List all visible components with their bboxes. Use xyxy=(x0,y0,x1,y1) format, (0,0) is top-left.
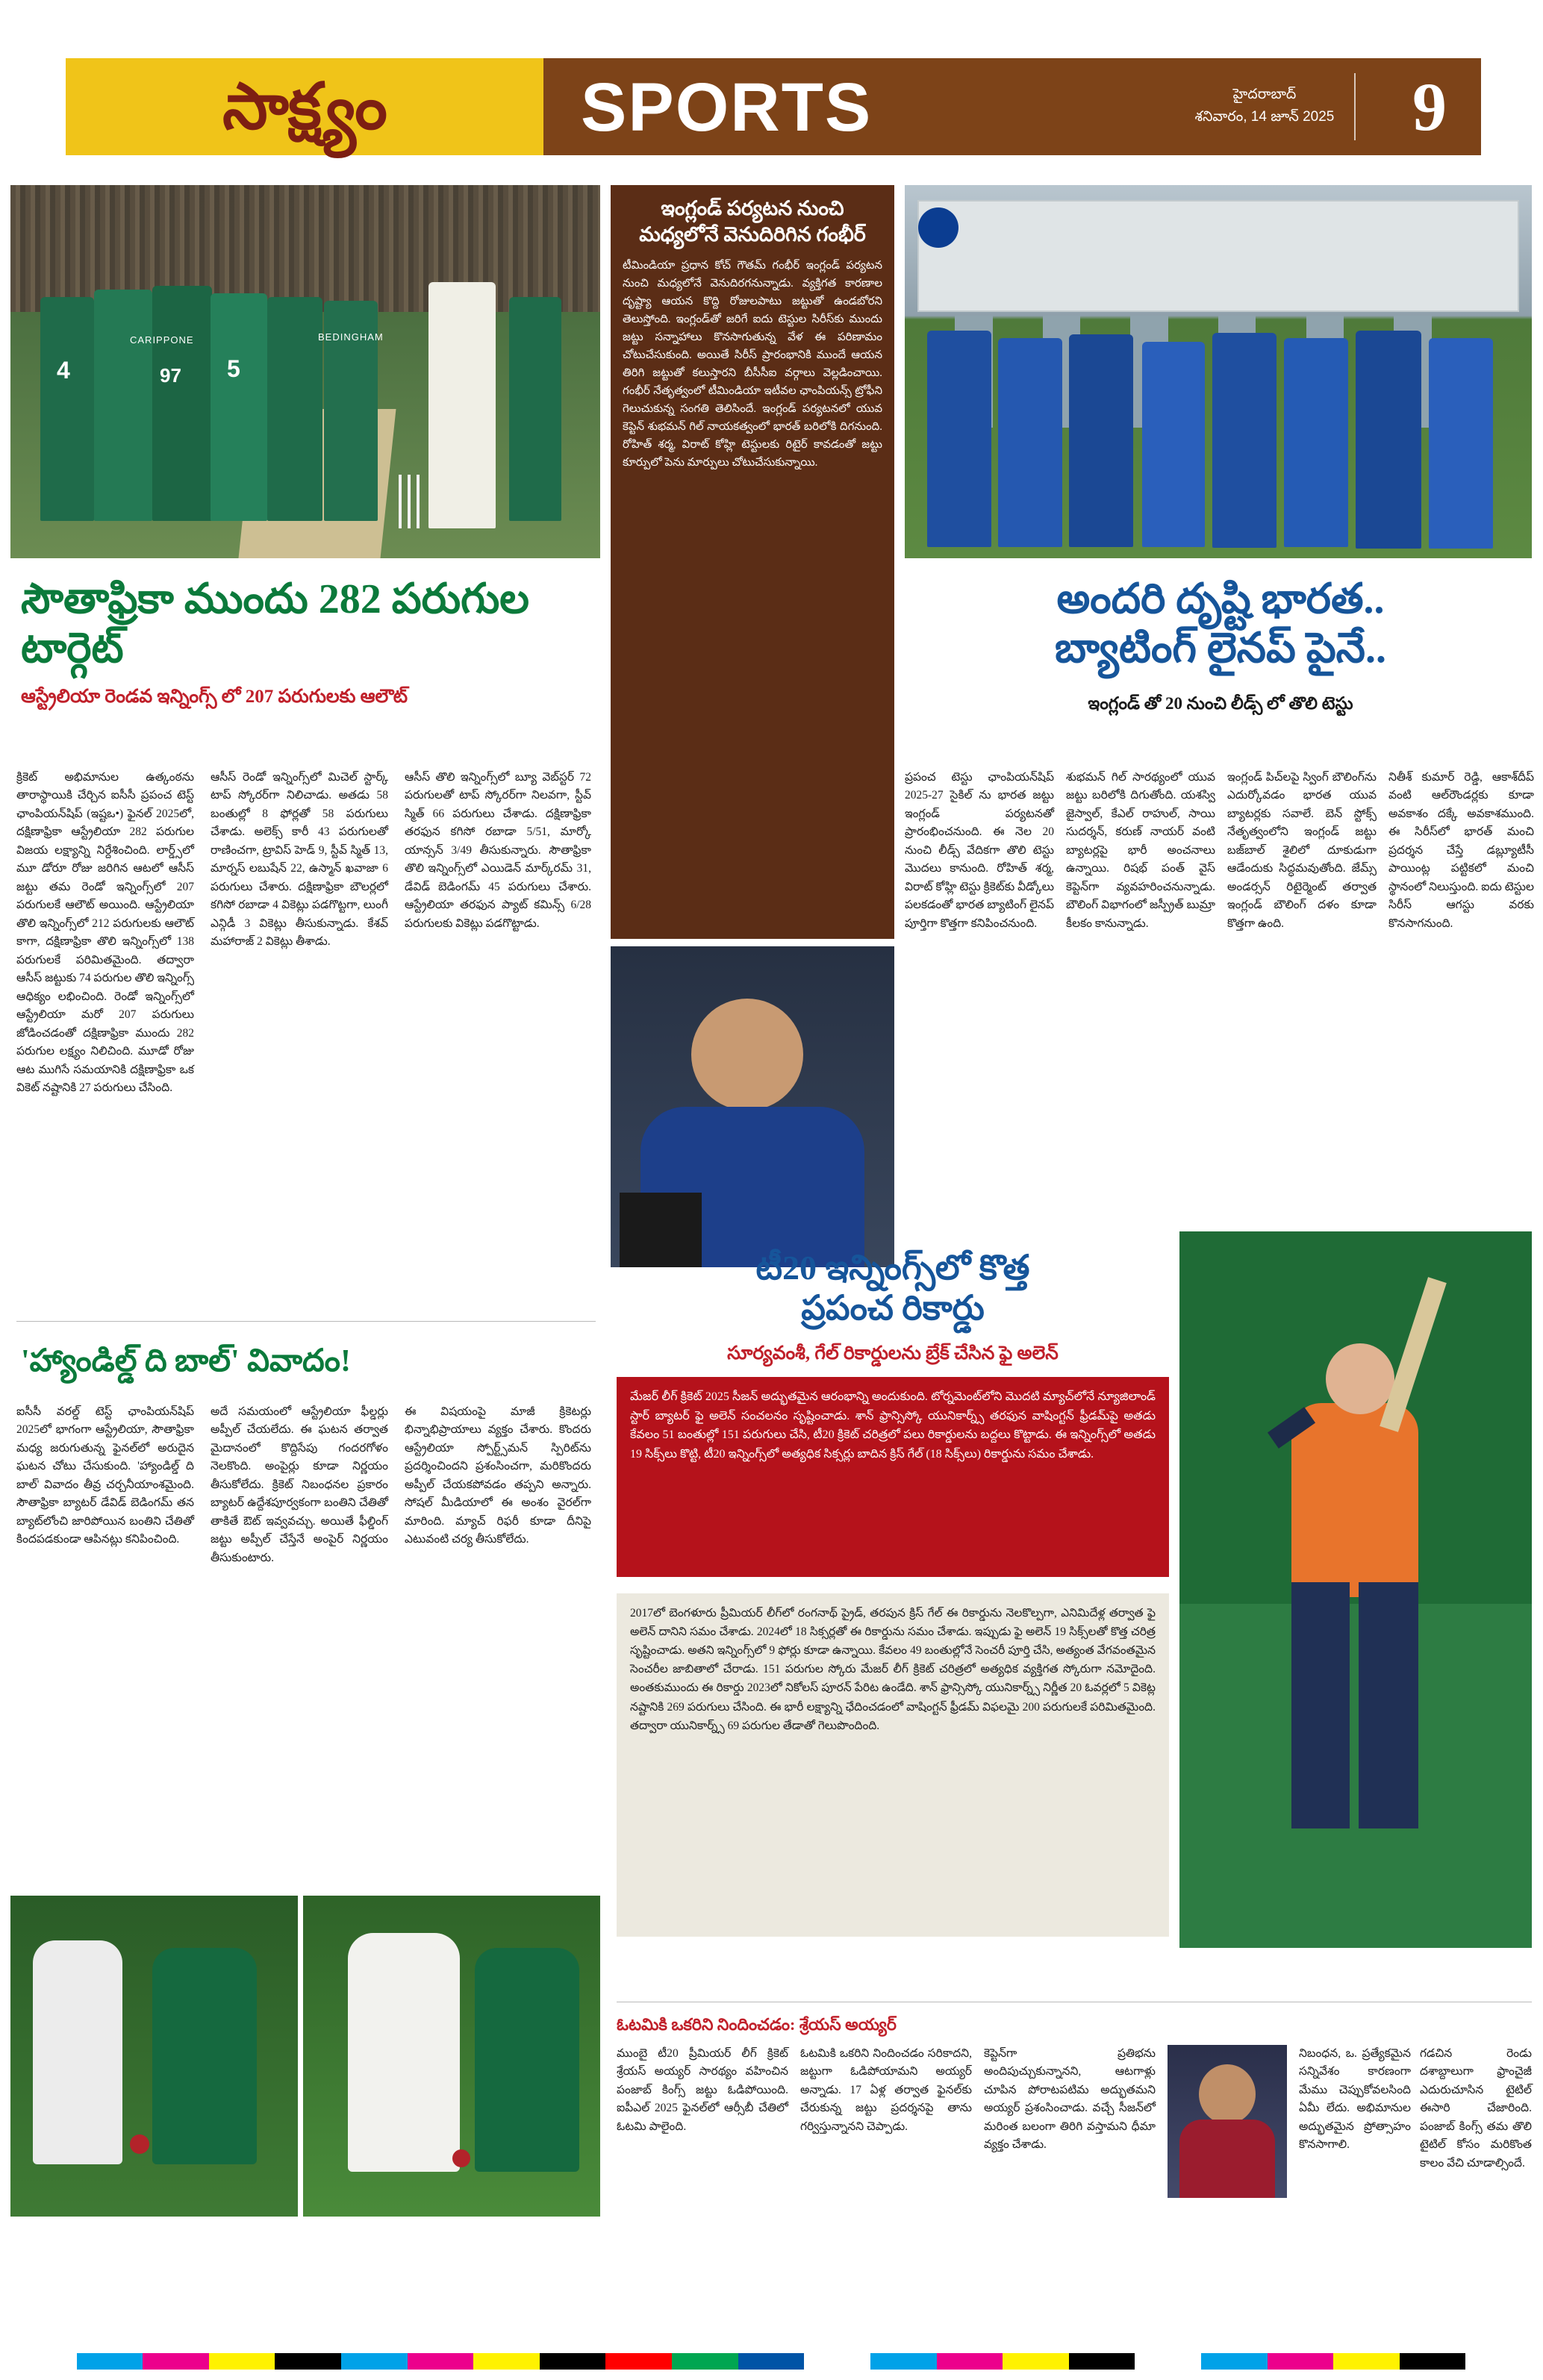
player-figure xyxy=(1429,338,1493,549)
jersey-shape xyxy=(1179,2120,1275,2198)
color-swatch xyxy=(143,2353,209,2370)
lead-subhead: ఆస్ట్రేలియా రెండవ ఇన్నింగ్స్ లో 207 పరుగులకు ఆలౌట్ xyxy=(21,687,408,707)
trouser-right xyxy=(1359,1582,1418,1828)
player-figure xyxy=(509,297,561,521)
jersey-name: CARIPPONE xyxy=(130,334,194,346)
color-swatch xyxy=(1003,2353,1069,2370)
photo-shreyas-iyer xyxy=(1168,2045,1287,2198)
section-divider xyxy=(16,1321,596,1322)
jersey-shape xyxy=(1291,1403,1418,1597)
pavilion-building xyxy=(917,200,1519,312)
color-registration-bar xyxy=(10,2353,1532,2370)
color-swatch xyxy=(1400,2353,1466,2370)
handled-column-1: ఐసీసీ వరల్డ్ టెస్ట్ ఛాంపియన్‌షిప్ 2025లో భాగంగా ఆస్ట్రేలియా, సౌతాఫ్రికా మధ్య జరుగుతున్న ఫైనల్‌లో అరుదైన ఘటన చోటు చేసుకుంది. 'హ్యాండిల్డ్ ది బాల్' వివాదం తీవ్ర చర్చనీయాంశమైంది. సౌతాఫ్రికా బ్యాటర్ డేవిడ్ బెడింగమ్ తన బ్యాట్‌లోంచి జారిపోయిన బంతిని చేతితో కిందపడకుండా ఆపినట్లు కనిపించింది. xyxy=(16,1405,194,1546)
player-figure xyxy=(211,293,267,521)
color-swatch xyxy=(738,2353,805,2370)
photo-india-team-huddle xyxy=(905,185,1532,558)
t20-highlight-block: మేజర్ లీగ్ క్రికెట్ 2025 సీజన్ అద్భుతమైన ఆరంభాన్ని అందుకుంది. టోర్నమెంట్‌లోని మొదటి మ్యాచ్‌లోనే న్యూజిలాండ్ స్టార్ బ్యాటర్ ఫై అలెన్ సంచలనం సృష్టించాడు. శాన్ ఫ్రాన్సిస్కో యునికార్న్స్ తరఫున వాషింగ్టన్ ఫ్రీడమ్‌పై అతడు కేవలం 51 బంతుల్లో 151 పరుగులు చేసి, టీ20 క్రికెట్ చరిత్రలో పలు రికార్డులను బద్దలు కొట్టాడు. ఈ ఇన్నింగ్స్‌లో అతడు 19 సిక్స్‌లు కొట్టి, టీ20 ఇన్నింగ్స్‌లో అత్యధిక సిక్సర్లు బాదిన క్రిస్ గేల్ (18 సిక్స్‌లు) రికార్డును సమం చేశాడు. xyxy=(617,1377,1169,1577)
cricket-ball-icon xyxy=(130,2134,149,2154)
color-swatch xyxy=(672,2353,738,2370)
player-figure xyxy=(1284,338,1348,547)
face-shape xyxy=(1199,2064,1256,2124)
player-figure xyxy=(998,338,1062,547)
color-swatch xyxy=(1268,2353,1334,2370)
outfield-foreground xyxy=(1179,1604,1532,1948)
player-figure xyxy=(152,286,212,521)
batsman-figure xyxy=(428,282,496,528)
iyer-column-1: ముంబై టీ20 ప్రీమియర్ లీగ్ క్రికెట్ శ్రేయస్ అయ్యర్ సారథ్యం వహించిన పంజాబ్ కింగ్స్ జట్టు ఓడిపోయింది. ఐపీఎల్ 2025 ఫైనల్‌లో ఆర్సీబీ చేతిలో ఓటమి పాలైంది. xyxy=(617,2047,788,2133)
lead-column-3: ఆసీస్ తొలి ఇన్నింగ్స్‌లో బ్యూ వెబ్‌స్టర్ 72 పరుగులతో టాప్ స్కోరర్‌గా నిలవగా, స్టీవ్ స్మిత్ 66 పరుగులు చేశాడు. దక్షిణాఫ్రికా తరఫున కగిసో రబాడా 5/51, మార్కో యాన్సన్ 3/49 తీసుకున్నారు. సౌతాఫ్రికా తొలి ఇన్నింగ్స్‌లో ఎయిడెన్ మార్క్‌రమ్ 31, డేవిడ్ బెడింగమ్ 45 పరుగులు చేశారు. ఆస్ట్రేలియా తరఫున ప్యాట్ కమిన్స్ 6/28 పరుగులకు వికెట్లు పడగొట్టాడు. xyxy=(405,771,591,930)
jersey-number: 5 xyxy=(227,355,240,382)
india-column-1: ప్రపంచ టెస్టు ఛాంపియన్‌షిప్ 2025-27 సైకిల్ ను భారత జట్టు ఇంగ్లండ్ పర్యటనతో ప్రారంభించనుంది. ఈ నెల 20 నుంచి లీడ్స్ వేదికగా తొలి టెస్టు మొదలు కానుంది. రోహిత్ శర్మ, విరాట్ కోహ్లి టెస్టు క్రికెట్‌కు వీడ్కోలు పలకడంతో భారత బ్యాటింగ్ లైనప్ పూర్తిగా కొత్తగా కనిపించనుంది. xyxy=(905,771,1054,930)
player-figure xyxy=(1142,342,1205,547)
india-title-line2: బ్యాటింగ్ లైనప్ పైనే.. xyxy=(1055,625,1386,672)
page-title: సౌతాఫ్రికా ముందు 282 పరుగుల టార్గెట్ xyxy=(21,576,529,672)
player-figure xyxy=(1356,331,1421,549)
photo-bottom-action-1 xyxy=(10,1896,298,2217)
player-figure xyxy=(40,297,94,521)
lead-column-1: క్రికెట్ అభిమానుల ఉత్కంఠను తారాస్థాయికి చేర్చిన ఐసీసీ ప్రపంచ టెస్ట్ ఛాంపియన్‌షిప్ (ఇష్టఒ•) ఫైనల్ 2025లో, దక్షిణాఫ్రికా ఆస్ట్రేలియా 282 పరుగుల విజయ లక్ష్యాన్ని నిర్దేశించింది. లార్డ్స్‌లో మూ డోరూ రోజు జరిగిన ఆటలో ఆసీస్ జట్టు తమ రెండో ఇన్నింగ్స్‌లో 207 పరుగులకే ఆలౌట్ అయింది. ఆస్ట్రేలియా తొలి ఇన్నింగ్స్‌లో 212 పరుగులకు ఆలౌట్ కాగా, దక్షిణాఫ్రికా తొలి ఇన్నింగ్స్‌లో 138 పరుగులకే పరిమితమైంది. తద్వారా ఆసీస్ జట్టుకు 74 పరుగుల తొలి ఇన్నింగ్స్ ఆధిక్యం లభించింది. రెండో ఇన్నింగ్స్‌లో ఆస్ట్రేలియా మరో 207 పరుగులు జోడించడంతో దక్షిణాఫ్రికా ముందు 282 పరుగుల లక్ష్యం నిలిచింది. మూడో రోజు ఆట ముగిసే సమయానికి దక్షిణాఫ్రికా ఒక వికెట్ నష్టానికి 27 పరుగులు చేసింది. xyxy=(16,771,194,1095)
batsman-figure xyxy=(33,1940,122,2164)
stump xyxy=(417,475,420,528)
iyer-column-2: ఓటమికి ఒకరిని నిందించడం సరికాదని, జట్టుగా ఓడిపోయామని అయ్యర్ అన్నాడు. 17 ఏళ్ల తర్వాత ఫైనల్‌కు చేరుకున్న జట్టు ప్రదర్శనపై తాను గర్విస్తున్నానని చెప్పాడు. xyxy=(800,2047,972,2133)
trouser-left xyxy=(1291,1582,1350,1828)
color-swatch xyxy=(341,2353,408,2370)
iyer-column-5: నిబంధన, ఒ. ప్రత్యేకమైన సన్నివేశం కారణంగా మేము చెప్పుకోవలసింది ఏమీ లేదు. అభిమానుల అద్భుతమైన ప్రోత్సాహం కొనసాగాలి. xyxy=(1299,2047,1411,2152)
bcci-logo-icon xyxy=(918,207,958,248)
color-swatch xyxy=(1465,2353,1532,2370)
color-swatch xyxy=(10,2353,77,2370)
gambhir-sidebar-story xyxy=(611,185,894,939)
face-shape xyxy=(691,999,803,1111)
face-shape xyxy=(1326,1343,1394,1414)
india-story-title xyxy=(907,575,1534,673)
masthead xyxy=(66,58,1481,155)
india-column-3: ఇంగ్లండ్ పిచ్‌లపై స్వింగ్ బౌలింగ్‌ను ఎదుర్కోవడం భారత యువ బ్యాటర్లకు సవాలే. బెన్ స్టోక్స్ నేతృత్వంలోని ఇంగ్లండ్ జట్టు బజ్‌బాల్ శైలిలో దూకుడుగా ఆడేందుకు సిద్ధమవుతోంది. జేమ్స్ అండర్సన్ రిటైర్మెంట్ తర్వాత ఇంగ్లండ్ బౌలింగ్ దళం కూడా కొత్తగా ఉంది. xyxy=(1227,771,1377,930)
color-swatch xyxy=(77,2353,143,2370)
batsman-figure xyxy=(348,1933,460,2172)
photo-gautam-gambhir xyxy=(611,946,894,1267)
color-swatch xyxy=(473,2353,540,2370)
india-column-2: శుభమన్ గిల్ సారథ్యంలో యువ జట్టు బరిలోకి దిగుతోంది. యశస్వి జైస్వాల్, కేఎల్ రాహుల్, సాయి సుదర్శన్, కరుణ్ నాయర్ వంటి బ్యాటర్లపై భారీ అంచనాలు ఉన్నాయి. రిషభ్ పంత్ వైస్ కెప్టెన్‌గా వ్యవహరించనున్నాడు. బౌలింగ్ విభాగంలో జస్ప్రీత్ బుమ్రా కీలకం కానున్నాడు. xyxy=(1066,771,1215,930)
jersey-number: 97 xyxy=(160,364,181,387)
edition-city: హైదరాబాద్ xyxy=(1232,87,1297,102)
iyer-story-title: ఓటమికి ఒకరిని నిందించడం: శ్రేయస్ అయ్యర్ xyxy=(617,2015,897,2034)
lead-column-2: ఆసీస్ రెండో ఇన్నింగ్స్‌లో మిచెల్ స్టార్క్ టాప్ స్కోరర్‌గా నిలిచాడు. అతడు 58 బంతుల్లో 8 ఫోర్లతో 58 పరుగులు చేశాడు. అలెక్స్ కారీ 43 పరుగులతో రాణించగా, ట్రావిస్ హెడ్ 9, స్టీవ్ స్మిత్ 13, మార్నస్ లబుషేన్ 22, ఉస్మాన్ ఖవాజా 6 పరుగులు చేశారు. దక్షిణాఫ్రికా బౌలర్లలో కగిసో రబాడా 4 వికెట్లు పడగొట్టగా, లుంగీ ఎన్గిడీ 3 వికెట్లు తీసుకున్నాడు. కేశవ్ మహారాజ్ 2 వికెట్లు తీశాడు. xyxy=(211,771,388,949)
color-swatch xyxy=(540,2353,606,2370)
handled-column-2: అదే సమయంలో ఆస్ట్రేలియా ఫీల్డర్లు అప్పీల్ చేయలేదు. ఈ ఘటన తర్వాత మైదానంలో కొద్దిసేపు గందరగోళం నెలకొంది. అంపైర్లు కూడా నిర్ణయం తీసుకోలేదు. క్రికెట్ నిబంధనల ప్రకారం బ్యాటర్ ఉద్దేశపూర్వకంగా బంతిని చేతితో తాకితే ఔట్ ఇవ్వవచ్చు. అయితే ఫీల్డింగ్ జట్టు అప్పీల్ చేస్తేనే అంపైర్ నిర్ణయం తీసుకుంటారు. xyxy=(211,1405,388,1564)
t20-story-subhead: సూర్యవంశీ, గేల్ రికార్డులను బ్రేక్ చేసిన ఫై అలెన్ xyxy=(727,1343,1059,1364)
gambhir-box-title: ఇంగ్లండ్ పర్యటన నుంచి మధ్యలోనే వెనుదిరిగిన గంభీర్ xyxy=(639,197,866,246)
color-swatch xyxy=(1135,2353,1201,2370)
edition-info xyxy=(1190,84,1339,129)
player-figure xyxy=(1069,334,1133,547)
color-swatch xyxy=(1069,2353,1135,2370)
masthead-divider xyxy=(1354,73,1356,140)
color-swatch xyxy=(209,2353,275,2370)
player-figure xyxy=(1212,333,1277,548)
color-swatch xyxy=(870,2353,937,2370)
india-story-subhead: ఇంగ్లండ్ తో 20 నుంచి లీడ్స్ లో తొలి టెస్టు xyxy=(1088,694,1353,713)
photo-bottom-action-2 xyxy=(303,1896,600,2217)
color-swatch xyxy=(1333,2353,1400,2370)
t20-title-line1: టీ20 ఇన్నింగ్స్‌లో కొత్త xyxy=(755,1249,1030,1287)
t20-title-line2: ప్రపంచ రికార్డు xyxy=(801,1289,985,1328)
masthead-logo[interactable] xyxy=(66,58,543,155)
player-figure xyxy=(927,331,991,547)
color-swatch xyxy=(1201,2353,1268,2370)
color-swatch xyxy=(804,2353,870,2370)
masthead-logo-text: సాక్ష్యం xyxy=(222,71,387,143)
color-swatch xyxy=(408,2353,474,2370)
fielder-figure xyxy=(475,1948,579,2172)
color-swatch xyxy=(605,2353,672,2370)
t20-body-text: 2017లో బెంగళూరు ప్రీమియర్ లీగ్‌లో రంగనాథ్ ప్రైడ్, తరపున క్రిస్ గేల్ ఈ రికార్డును నెలకొల్పగా, ఎనిమిదేళ్ల తర్వాత ఫై అలెన్ దానిని సమం చేశాడు. 2024లో 18 సిక్సర్లతో ఈ రికార్డును సమం చేశాడు. ఇప్పుడు ఫై అలెన్ 19 సిక్స్‌లతో కొత్త చరిత్ర సృష్టించాడు. అతని ఇన్నింగ్స్‌లో 9 ఫోర్లు కూడా ఉన్నాయి. కేవలం 49 బంతుల్లోనే సెంచరీ పూర్తి చేసి, అత్యంత వేగవంతమైన సెంచరీల జాబితాలో చేరాడు. 151 పరుగుల స్కోరు మేజర్ లీగ్ క్రికెట్ చరిత్రలో అత్యధిక వ్యక్తిగత స్కోరుగా నమోదైంది. అంతకుముందు ఈ రికార్డు 2023లో నికోలస్ పూరన్ పేరిట ఉండేది. శాన్ ఫ్రాన్సిస్కో యునికార్న్స్ నిర్ణీత 20 ఓవర్లలో 5 వికెట్ల నష్టానికి 269 పరుగులు చేసింది. ఈ భారీ లక్ష్యాన్ని ఛేదించడంలో వాషింగ్టన్ ఫ్రీడమ్ విఫలమై 200 పరుగులకే పరిమితమైంది. తద్వారా యునికార్న్స్ 69 పరుగుల తేడాతో గెలుపొందింది. xyxy=(617,1593,1169,1937)
player-figure xyxy=(267,297,322,521)
t20-story-title xyxy=(617,1248,1169,1329)
edition-date: శనివారం, 14 జూన్ 2025 xyxy=(1194,109,1335,125)
page-number: 9 xyxy=(1412,69,1447,145)
jersey-number: 4 xyxy=(57,357,70,384)
color-swatch xyxy=(275,2353,341,2370)
fielder-figure xyxy=(152,1948,257,2164)
iyer-column-6: గడచిన రెండు దశాబ్దాలుగా ఫ్రాంచైజీ ఎదురుచూసిన టైటిల్ ఈసారి చేజారింది. పంజాబ్ కింగ్స్ తమ తొలి టైటిల్ కోసం మరికొంత కాలం వేచి చూడాల్సిందే. xyxy=(1420,2047,1532,2170)
jersey-name: BEDINGHAM xyxy=(318,331,384,343)
stump xyxy=(399,475,402,528)
cricket-ball-icon xyxy=(452,2149,470,2167)
photo-australia-celebration xyxy=(10,185,600,558)
india-column-4: నితీశ్ కుమార్ రెడ్డి, ఆకాశ్‌దీప్ వంటి ఆల్‌రౌండర్లకు కూడా అవకాశం దక్కే అవకాశముంది. ఈ సిరీస్‌లో భారత్ మంచి ప్రదర్శన చేస్తే డబ్ల్యూటీసీ పాయింట్ల పట్టికలో మంచి స్థానంలో నిలుస్తుంది. ఐదు టెస్టుల సిరీస్ ఆగస్టు వరకు కొనసాగనుంది. xyxy=(1388,771,1534,930)
gambhir-box-text: టీమిండియా ప్రధాన కోచ్ గౌతమ్ గంభీర్ ఇంగ్లండ్ పర్యటన నుంచి మధ్యలోనే వెనుదిరగనున్నాడు. వ్యక్తిగత కారణాల దృష్ట్యా ఆయన కొద్ది రోజులపాటు జట్టుతో ఉండబోరని తెలుస్తోంది. ఇంగ్లండ్‌తో జరిగే ఐదు టెస్టుల సిరీస్‌కు ముందు జట్టు సన్నాహాలు కొనసాగుతున్న వేళ ఈ పరిణామం చోటుచేసుకుంది. అయితే సిరీస్ ప్రారంభానికి ముందే ఆయన తిరిగి జట్టుతో కలుస్తారని బీసీసీఐ వర్గాలు వెల్లడించాయి. గంభీర్ నేతృత్వంలో టీమిండియా ఇటీవల ఛాంపియన్స్ ట్రోఫీని గెలుచుకున్న సంగతి తెలిసిందే. ఇంగ్లండ్ పర్యటనలో యువ కెప్టెన్ శుభమన్ గిల్ నాయకత్వంలో భారత్ బరిలోకి దిగనుంది. రోహిత్ శర్మ, విరాట్ కోహ్లి టెస్టులకు రిటైర్ కావడంతో జట్టు కూర్పులో పెను మార్పులు చోటుచేసుకున్నాయి. xyxy=(623,260,882,469)
player-figure xyxy=(94,290,152,521)
photo-finn-allen-celebration xyxy=(1179,1231,1532,1948)
handled-column-3: ఈ విషయంపై మాజీ క్రికెటర్లు భిన్నాభిప్రాయాలు వ్యక్తం చేశారు. కొందరు ఆస్ట్రేలియా స్పోర్ట్స్‌మన్ స్పిరిట్‌ను ప్రదర్శించిందని ప్రశంసించగా, మరికొందరు అప్పీల్ చేయకపోవడం తప్పని అన్నారు. సోషల్ మీడియాలో ఈ అంశం వైరల్‌గా మారింది. మ్యాచ్ రిఫరీ కూడా దీనిపై ఎటువంటి చర్య తీసుకోలేదు. xyxy=(405,1405,591,1546)
iyer-column-3: కెప్టెన్‌గా ప్రతిభను అందిపుచ్చుకున్నానని, ఆటగాళ్లు చూపిన పోరాటపటిమ అద్భుతమని అయ్యర్ ప్రశంసించాడు. వచ్చే సీజన్‌లో మరింత బలంగా తిరిగి వస్తామని ధీమా వ్యక్తం చేశాడు. xyxy=(984,2047,1156,2152)
india-title-line1: అందరి దృష్టి భారత.. xyxy=(1056,576,1385,622)
handled-story-title: 'హ్యాండిల్డ్ ది బాల్' వివాదం! xyxy=(21,1344,351,1378)
color-swatch xyxy=(937,2353,1003,2370)
section-title: SPORTS xyxy=(581,69,873,146)
stump xyxy=(408,475,411,528)
